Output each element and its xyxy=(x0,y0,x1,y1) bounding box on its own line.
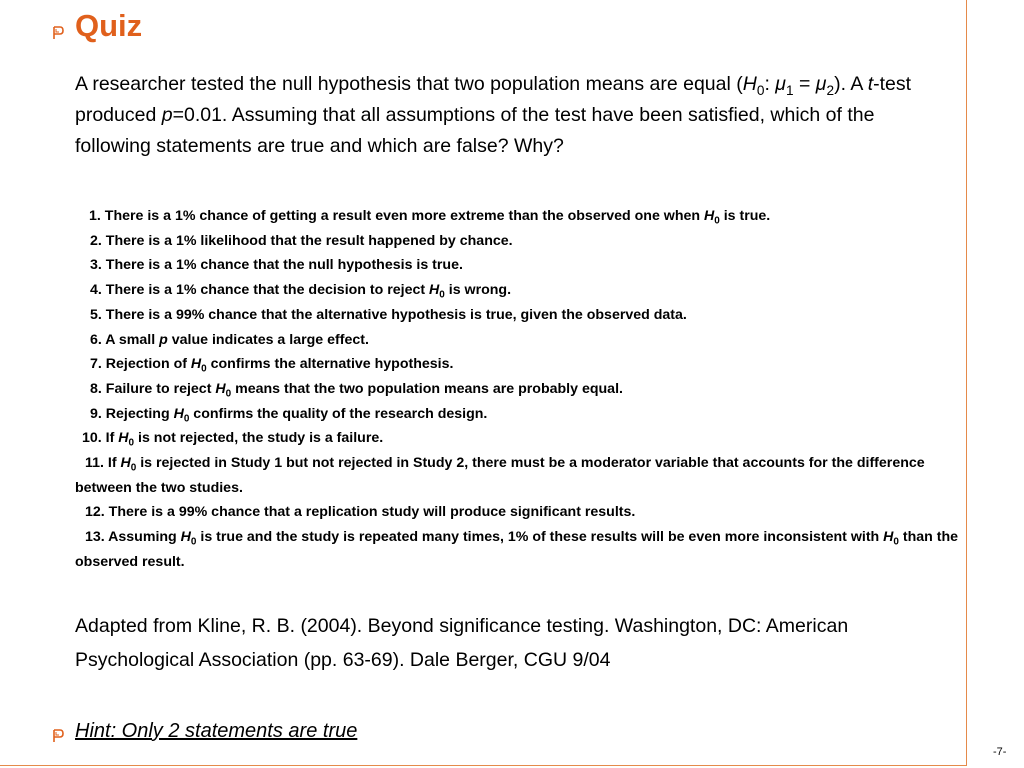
statement-4: 4. There is a 1% chance that the decision to reject $H_0$ is wrong. xyxy=(90,282,512,301)
page-number: -7- xyxy=(993,746,1007,758)
bullet-icon xyxy=(52,729,64,743)
statement-list xyxy=(75,204,960,575)
citation-text: Adapted from Kline, R. B. (2004). Beyond significance testing. Washington, DC: American Psychological Association (pp. 63-69). Dale Berger, CGU 9/04 xyxy=(75,615,849,671)
question-text: A researcher tested the null hypothesis that two population means are equal ($H_0$: $\mu_1 = \mu_2$). A t-test produced p=0.01. Assuming that all assumptions of the test have been satisfied, which of the following statements are true and which are false? Why? xyxy=(75,73,912,157)
statement-11: 11. If $H_0$ is rejected in Study 1 but not rejected in Study 2, there must be a moderator variable that accounts for the difference between the two studies. xyxy=(75,455,925,496)
statement-7: 7. Rejection of $H_0$ confirms the alternative hypothesis. xyxy=(90,356,454,375)
statement-3: 3. There is a 1% chance that the null hypothesis is true. xyxy=(90,257,463,274)
statement-1: 1. There is a 1% chance of getting a result even more extreme than the observed one when $H_0$ is true. xyxy=(89,208,771,227)
statement-6: 6. A small p value indicates a large effect. xyxy=(90,331,369,348)
slide-title: Quiz xyxy=(75,8,143,43)
statement-5: 5. There is a 99% chance that the alternative hypothesis is true, given the observed data. xyxy=(90,306,687,323)
statement-8: 8. Failure to reject $H_0$ means that the two population means are probably equal. xyxy=(90,380,623,400)
bullet-icon xyxy=(52,26,64,40)
statement-9: 9. Rejecting $H_0$ confirms the quality of the research design. xyxy=(90,405,488,425)
statement-10: 10. If $H_0$ is not rejected, the study is a failure. xyxy=(82,430,384,449)
statement-12: 12. There is a 99% chance that a replication study will produce significant results. xyxy=(85,504,636,521)
statement-13: 13. Assuming $H_0$ is true and the study is repeated many times, 1% of these results will be even more inconsistent with $H_0$ than the observed result. xyxy=(75,529,959,570)
hint-text: Hint: Only 2 statements are true xyxy=(75,720,358,742)
statement-2: 2. There is a 1% likelihood that the result happened by chance. xyxy=(90,232,513,249)
